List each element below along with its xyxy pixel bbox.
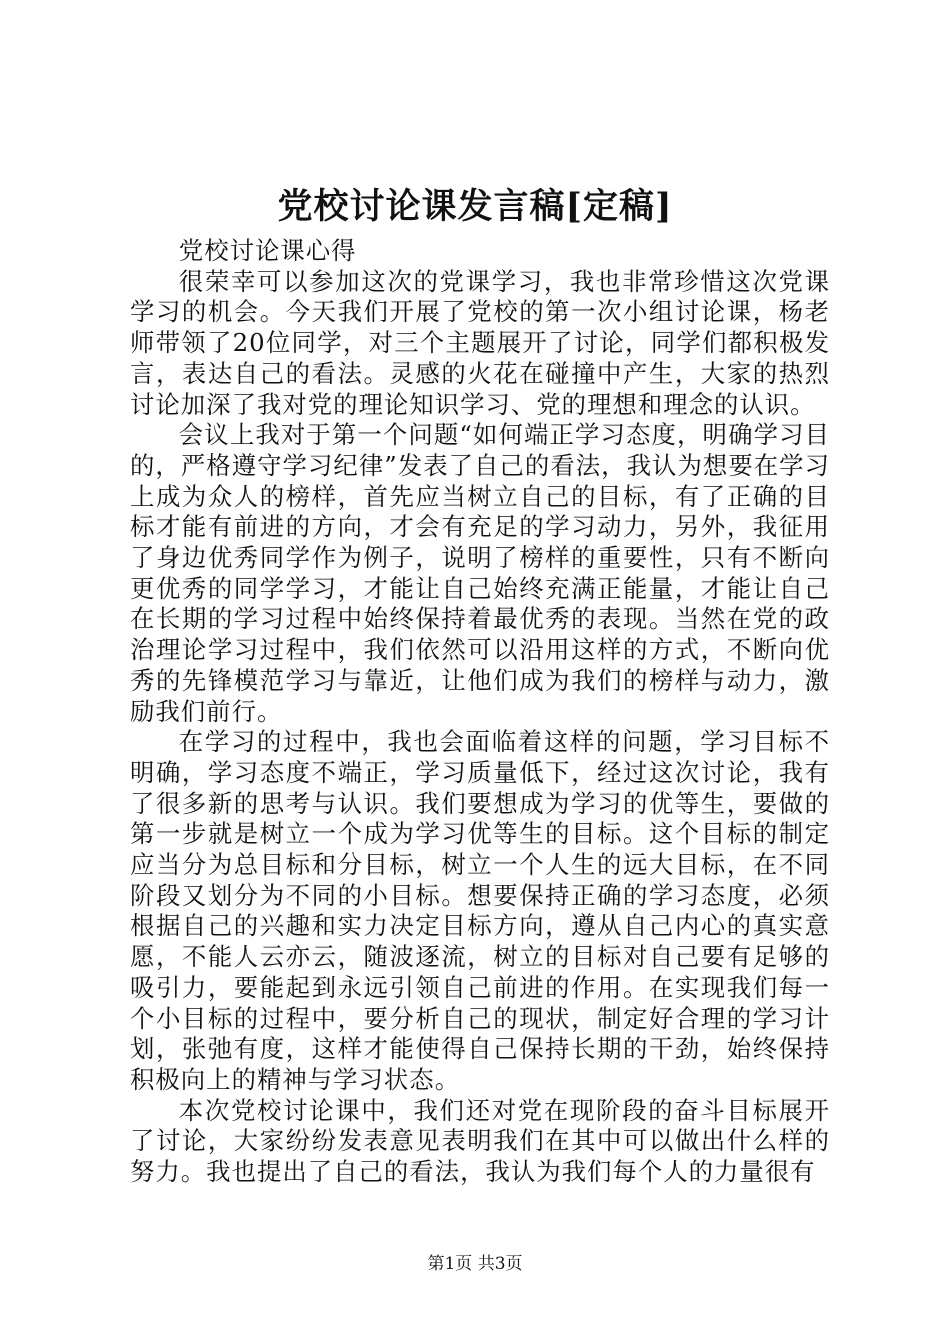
document-body	[130, 236, 830, 1188]
paragraph: 会议上我对于第一个问题“如何端正学习态度，明确学习目的，严格遵守学习纪律”发表了自己的看法，我认为想要在学习上成为众人的榜样，首先应当树立自己的目标，有了正确的目标才能有前进的方向，才会有充足的学习动力，另外，我征用了身边优秀同学作为例子，说明了榜样的重要性，只有不断向更优秀的同学学习，才能让自己始终充满正能量，才能让自己在长期的学习过程中始终保持着最优秀的表现。当然在党的政治理论学习过程中，我们依然可以沿用这样的方式，不断向优秀的先锋模范学习与靠近，让他们成为我们的榜样与动力，激励我们前行。	[130, 420, 830, 726]
paragraph: 在学习的过程中，我也会面临着这样的问题，学习目标不明确，学习态度不端正，学习质量低下，经过这次讨论，我有了很多新的思考与认识。我们要想成为学习的优等生，要做的第一步就是树立一个成为学习优等生的目标。这个目标的制定应当分为总目标和分目标，树立一个人生的远大目标，在不同阶段又划分为不同的小目标。想要保持正确的学习态度，必须根据自己的兴趣和实力决定目标方向，遵从自己内心的真实意愿，不能人云亦云，随波逐流，树立的目标对自己要有足够的吸引力，要能起到永远引领自己前进的作用。在实现我们每一个小目标的过程中，要分析自己的现状，制定好合理的学习计划，张弛有度，这样才能使得自己保持长期的干劲，始终保持积极向上的精神与学习状态。	[130, 727, 830, 1094]
page-number-footer: 第1页 共3页	[427, 1254, 523, 1274]
document-title: 党校讨论课发言稿[定稿]	[277, 186, 673, 227]
paragraph: 本次党校讨论课中，我们还对党在现阶段的奋斗目标展开了讨论，大家纷纷发表意见表明我们在其中可以做出什么样的努力。我也提出了自己的看法，我认为我们每个人的力量很有	[130, 1095, 830, 1187]
document-subtitle: 党校讨论课心得	[178, 236, 357, 265]
paragraph: 很荣幸可以参加这次的党课学习，我也非常珍惜这次党课学习的机会。今天我们开展了党校的第一次小组讨论课，杨老师带领了20位同学，对三个主题展开了讨论，同学们都积极发言，表达自己的看法。灵感的火花在碰撞中产生，大家的热烈讨论加深了我对党的理论知识学习、党的理想和理念的认识。	[130, 266, 830, 419]
